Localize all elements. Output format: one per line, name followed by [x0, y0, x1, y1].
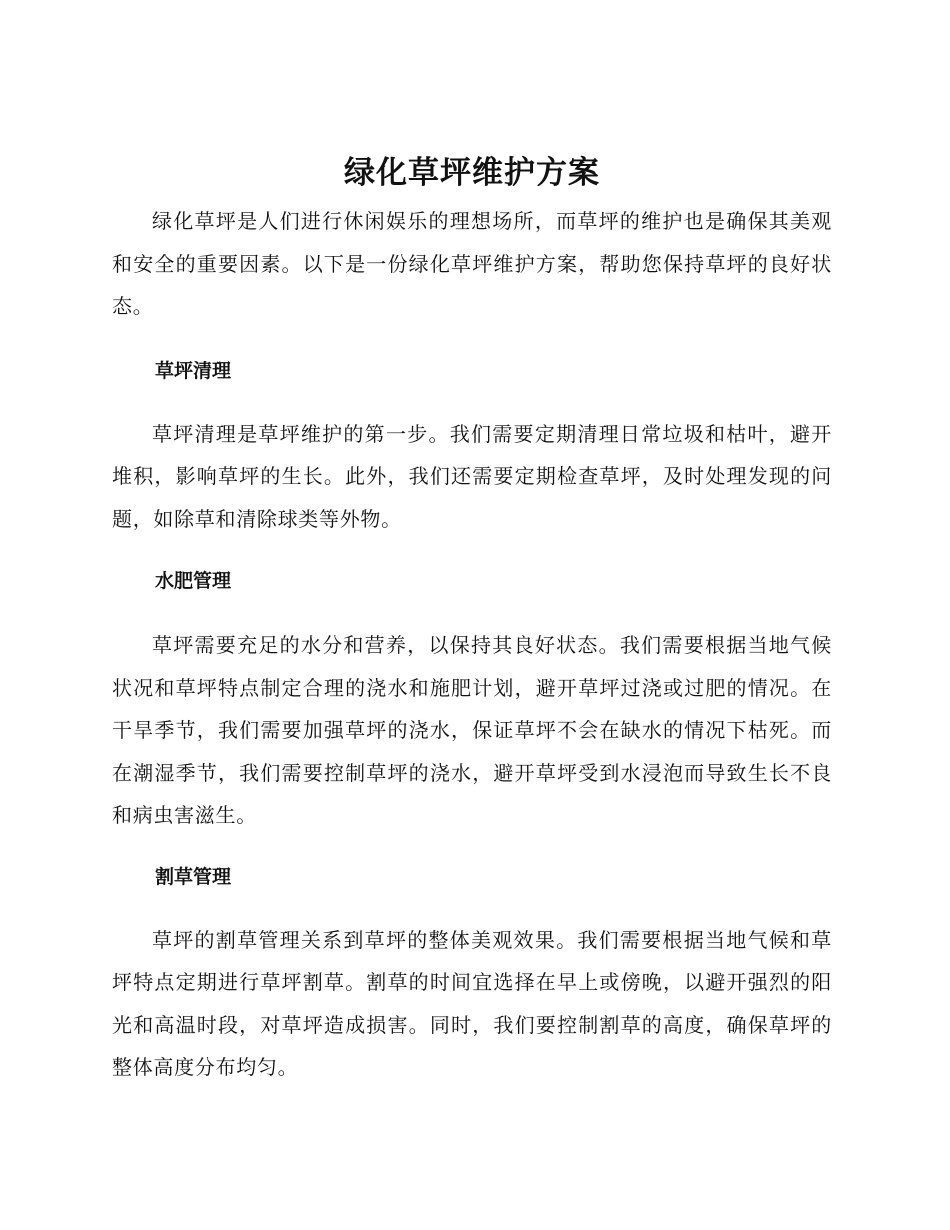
section-body-water-fertilizer: 草坪需要充足的水分和营养，以保持其良好状态。我们需要根据当地气候状况和草坪特点制定合理的浇水和施肥计划，避开草坪过浇或过肥的情况。在干旱季节，我们需要加强草坪的浇水，保证草坪不会在缺水的情况下枯死。而在潮湿季节，我们需要控制草坪的浇水，避开草坪受到水浸泡而导致生长不良和病虫害滋生。 [112, 633, 832, 827]
section-heading-cleaning: 草坪清理 [155, 359, 232, 382]
section-body-mowing: 草坪的割草管理关系到草坪的整体美观效果。我们需要根据当地气候和草坪特点定期进行草坪割草。割草的时间宜选择在早上或傍晚，以避开强烈的阳光和高温时段，对草坪造成损害。同时，我们要控制割草的高度，确保草坪的整体高度分布均匀。 [112, 927, 832, 1079]
section-heading-mowing: 割草管理 [155, 865, 232, 888]
document-title: 绿化草坪维护方案 [344, 155, 600, 191]
document-page [112, 150, 832, 1089]
intro-paragraph: 绿化草坪是人们进行休闲娱乐的理想场所，而草坪的维护也是确保其美观和安全的重要因素。以下是一份绿化草坪维护方案，帮助您保持草坪的良好状态。 [112, 209, 832, 318]
section-body-cleaning: 草坪清理是草坪维护的第一步。我们需要定期清理日常垃圾和枯叶，避开堆积，影响草坪的生长。此外，我们还需要定期检查草坪，及时处理发现的问题，如除草和清除球类等外物。 [112, 421, 832, 531]
section-heading-water-fertilizer: 水肥管理 [155, 570, 232, 592]
